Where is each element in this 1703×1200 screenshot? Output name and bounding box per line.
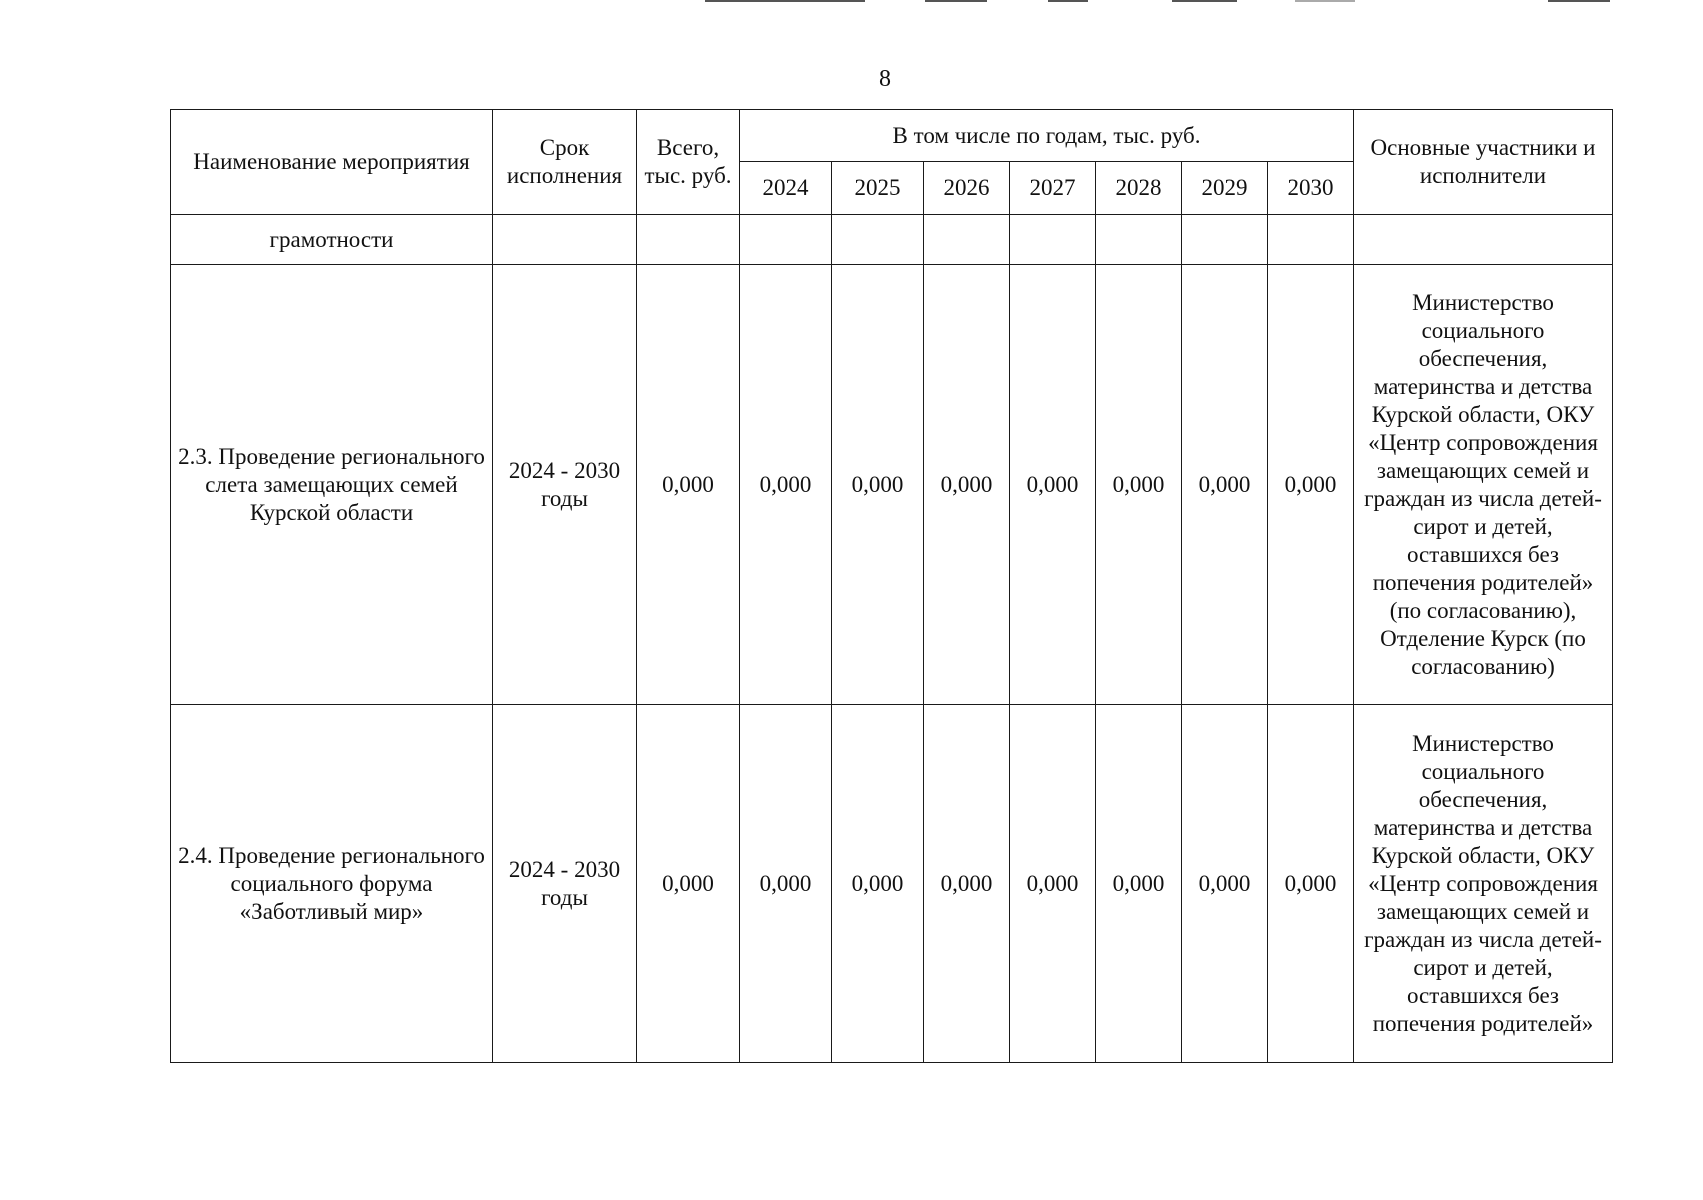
cell-total: 0,000	[637, 265, 740, 705]
cell-total: 0,000	[637, 705, 740, 1063]
cell-name: 2.4. Проведение регионального социального форума «Заботливый мир»	[171, 705, 493, 1063]
header-year: 2030	[1268, 162, 1354, 215]
header-year: 2025	[832, 162, 924, 215]
cell-participants: Министерство социального обеспечения, материнства и детства Курской области, ОКУ «Центр сопровождения замещающих семей и граждан из числа детей-сирот и детей, оставшихся без попечения родителей» (по согласованию), Отделение Курск (по согласованию)	[1354, 265, 1613, 705]
cell-year: 0,000	[924, 265, 1010, 705]
header-year: 2024	[740, 162, 832, 215]
cell-year	[832, 215, 924, 265]
header-participants: Основные участники и исполнители	[1354, 110, 1613, 215]
cell-term: 2024 - 2030 годы	[493, 705, 637, 1063]
cell-year: 0,000	[740, 265, 832, 705]
table-row	[171, 705, 1613, 1063]
scan-mark	[1048, 0, 1088, 2]
cell-year	[1268, 215, 1354, 265]
cell-year: 0,000	[924, 705, 1010, 1063]
header-years-group: В том числе по годам, тыс. руб.	[740, 110, 1354, 162]
cell-year: 0,000	[832, 265, 924, 705]
cell-year: 0,000	[1182, 705, 1268, 1063]
cell-year	[1010, 215, 1096, 265]
cell-year: 0,000	[1096, 705, 1182, 1063]
scan-mark	[1295, 0, 1355, 2]
cell-year: 0,000	[1096, 265, 1182, 705]
scan-mark	[1548, 0, 1610, 2]
cell-year: 0,000	[1010, 705, 1096, 1063]
cell-year	[1182, 215, 1268, 265]
cell-year	[924, 215, 1010, 265]
cell-year	[1096, 215, 1182, 265]
header-total: Всего, тыс. руб.	[637, 110, 740, 215]
header-year: 2026	[924, 162, 1010, 215]
header-year: 2027	[1010, 162, 1096, 215]
cell-year: 0,000	[832, 705, 924, 1063]
activities-table	[170, 109, 1613, 1063]
cell-term: 2024 - 2030 годы	[493, 265, 637, 705]
table-row	[171, 265, 1613, 705]
cell-participants	[1354, 215, 1613, 265]
scan-mark	[705, 0, 865, 2]
header-term: Срок исполнения	[493, 110, 637, 215]
cell-year	[740, 215, 832, 265]
table-header	[171, 110, 1613, 215]
cell-year: 0,000	[1182, 265, 1268, 705]
scan-mark	[925, 0, 987, 2]
cell-year: 0,000	[1268, 705, 1354, 1063]
cell-term	[493, 215, 637, 265]
scan-mark	[1172, 0, 1237, 2]
cell-year: 0,000	[740, 705, 832, 1063]
cell-participants: Министерство социального обеспечения, материнства и детства Курской области, ОКУ «Центр сопровождения замещающих семей и граждан из числа детей-сирот и детей, оставшихся без попечения родителей»	[1354, 705, 1613, 1063]
scan-edge-marks	[0, 0, 1703, 6]
header-name: Наименование мероприятия	[171, 110, 493, 215]
header-year: 2029	[1182, 162, 1268, 215]
table-row	[171, 215, 1613, 265]
page-number: 8	[879, 66, 891, 92]
cell-year: 0,000	[1268, 265, 1354, 705]
cell-total	[637, 215, 740, 265]
cell-name: 2.3. Проведение регионального слета замещающих семей Курской области	[171, 265, 493, 705]
cell-name: грамотности	[171, 215, 493, 265]
cell-year: 0,000	[1010, 265, 1096, 705]
header-year: 2028	[1096, 162, 1182, 215]
